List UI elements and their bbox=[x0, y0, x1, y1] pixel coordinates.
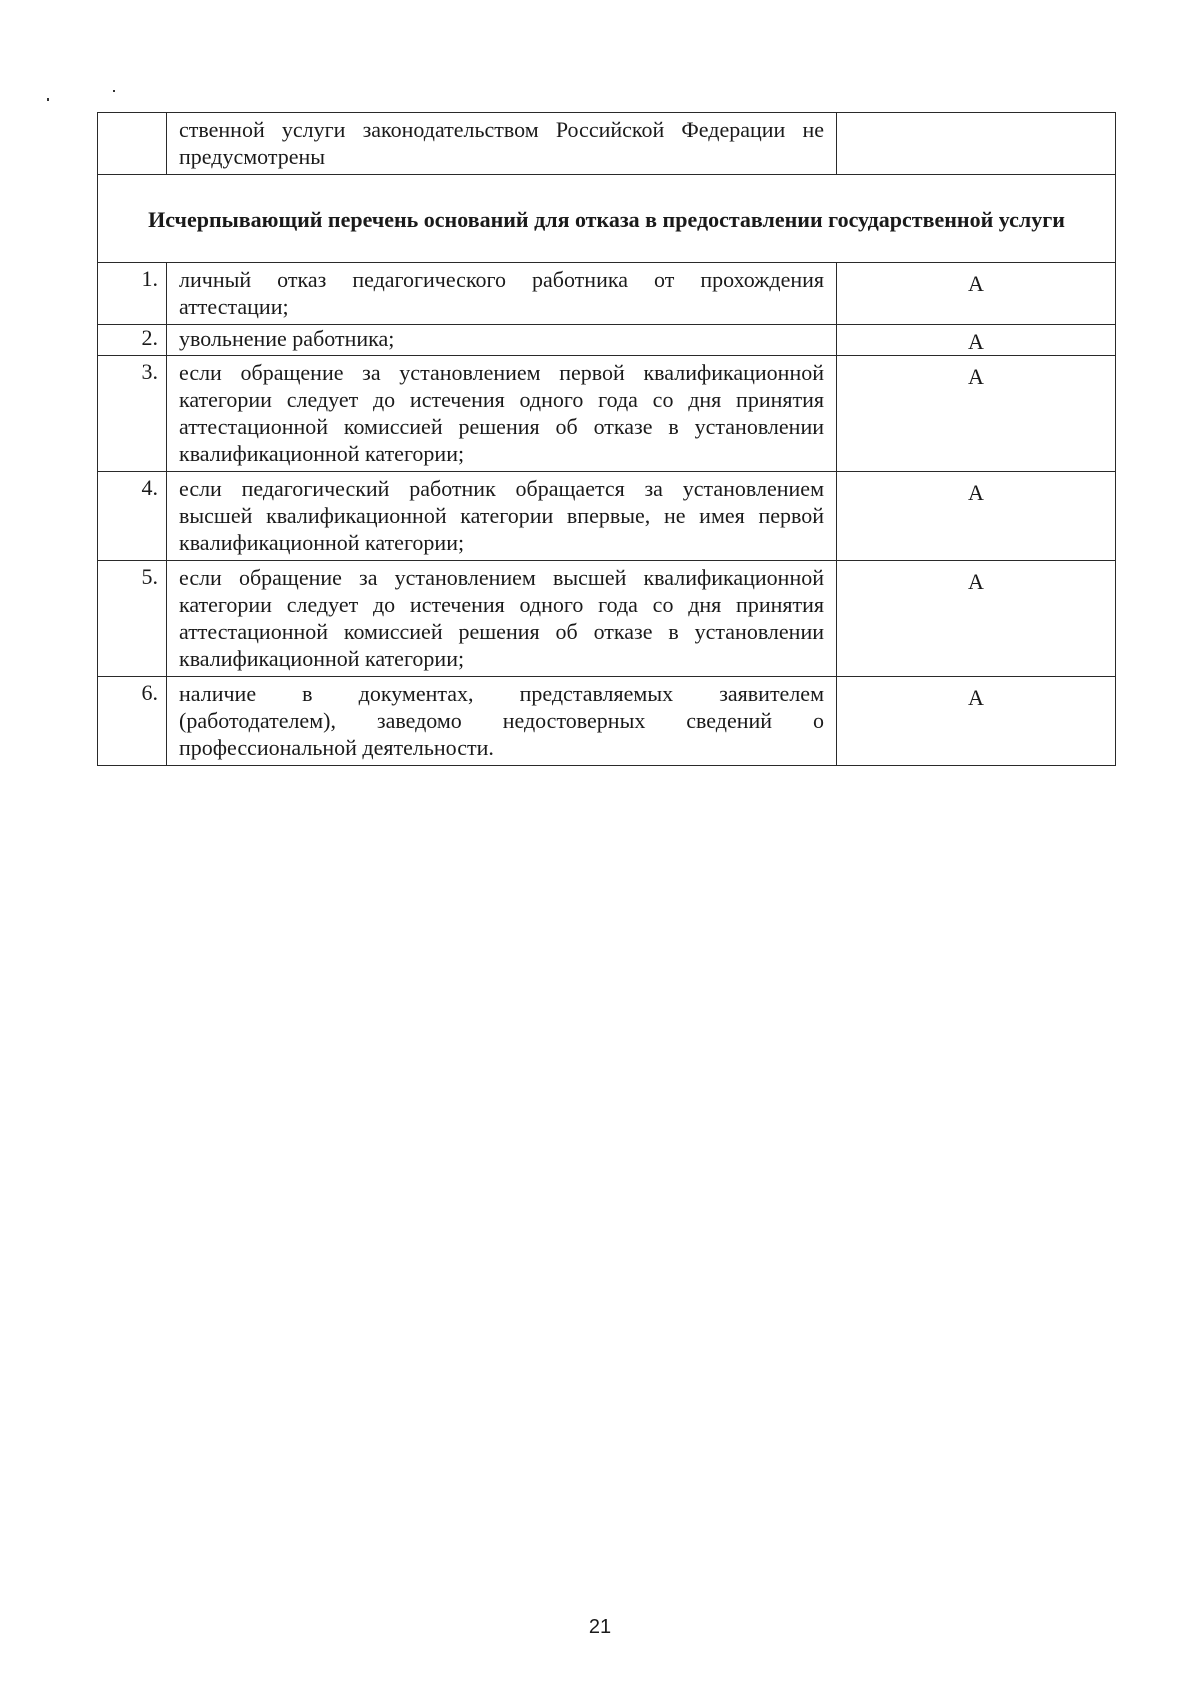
table-row bbox=[98, 472, 1116, 561]
scan-speck bbox=[113, 90, 115, 92]
section-header-row bbox=[98, 175, 1116, 263]
table-row bbox=[98, 325, 1116, 356]
row-text: личный отказ педагогического работника от прохождения аттестации; bbox=[167, 263, 837, 325]
row-number: 5. bbox=[98, 561, 167, 677]
row-text: увольнение работника; bbox=[167, 325, 837, 356]
row-code: А bbox=[837, 325, 1116, 356]
row-number: 4. bbox=[98, 472, 167, 561]
row-code: А bbox=[837, 561, 1116, 677]
row-number: 1. bbox=[98, 263, 167, 325]
row-number: 2. bbox=[98, 325, 167, 356]
grounds-for-refusal-table bbox=[97, 112, 1116, 766]
row-code: А bbox=[837, 356, 1116, 472]
row-code: А bbox=[837, 263, 1116, 325]
row-number: 3. bbox=[98, 356, 167, 472]
scan-speck bbox=[47, 98, 49, 101]
row-code: А bbox=[837, 677, 1116, 766]
table-row bbox=[98, 356, 1116, 472]
row-code bbox=[837, 113, 1116, 175]
table-row bbox=[98, 677, 1116, 766]
row-text: ственной услуги законодательством Российской Федерации не предусмотрены bbox=[167, 113, 837, 175]
table-row-continuation bbox=[98, 113, 1116, 175]
row-text: если обращение за установлением первой квалификационной категории следует до истечения одного года со дня принятия аттестационной комиссией решения об отказе в установлении квалификационной категории; bbox=[167, 356, 837, 472]
table-row bbox=[98, 561, 1116, 677]
row-code: А bbox=[837, 472, 1116, 561]
section-header: Исчерпывающий перечень оснований для отказа в предоставлении государственной услуги bbox=[98, 175, 1116, 263]
page-number: 21 bbox=[588, 1616, 612, 1638]
row-text: если педагогический работник обращается за установлением высшей квалификационной категории впервые, не имея первой квалификационной категории; bbox=[167, 472, 837, 561]
row-number-cell bbox=[98, 113, 167, 175]
row-number: 6. bbox=[98, 677, 167, 766]
row-text: если обращение за установлением высшей квалификационной категории следует до истечения одного года со дня принятия аттестационной комиссией решения об отказе в установлении квалификационной категории; bbox=[167, 561, 837, 677]
row-text: наличие в документах, представляемых заявителем (работодателем), заведомо недостоверных сведений о профессиональной деятельности. bbox=[167, 677, 837, 766]
table-row bbox=[98, 263, 1116, 325]
